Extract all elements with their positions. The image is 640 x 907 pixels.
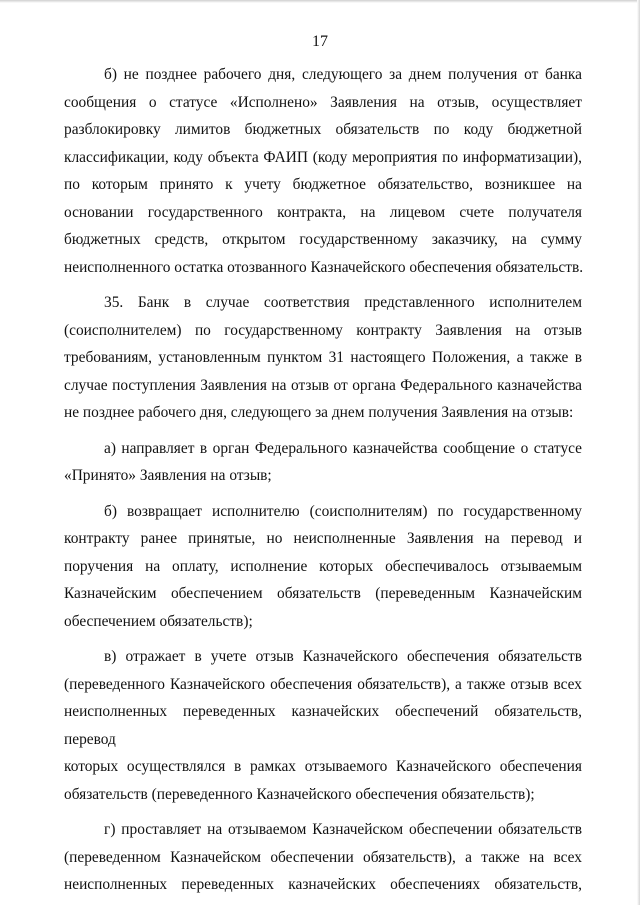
text-line: не позднее рабочего дня, следующего за днем получения Заявления на отзыв: [64, 404, 574, 421]
text-line: сообщения о статусе «Исполнено» Заявления на отзыв, осуществляет [64, 93, 582, 111]
body-text [64, 61, 582, 907]
text-line: обеспечением обязательств); [64, 612, 253, 630]
text-line: б) не позднее рабочего дня, следующего за днем получения от банка [104, 66, 582, 83]
text-line: 35. Банк в случае соответствия представленного исполнителем [104, 294, 582, 311]
text-line: «Принято» Заявления на отзыв; [64, 467, 272, 484]
text-line: (соисполнителем) по государственному контракту Заявления на отзыв [64, 321, 582, 339]
text-line: которых осуществлялся в рамках отзываемого Казначейского обеспечения [64, 758, 582, 775]
paragraph-b-unblocking [64, 61, 582, 281]
text-line: поручения на оплату, исполнение которых обеспечивалось отзываемым [64, 557, 582, 575]
text-line: б) возвращает исполнителю (соисполнителям) по государственному [104, 502, 582, 520]
text-line: контракту ранее принятые, но неисполненные Заявления на перевод и [64, 530, 582, 547]
text-line: классификации, коду объекта ФАИП (коду мероприятия по информатизации), [64, 148, 582, 166]
text-line: г) проставляет на отзываемом Казначейском обеспечении обязательств [104, 821, 582, 838]
text-line: основании государственного контракта, на лицевом счете получателя [64, 203, 582, 221]
paragraph-a-sends-status [64, 435, 582, 490]
page-number: 17 [312, 33, 328, 50]
text-line: неисполненного остатка отозванного Казначейского обеспечения обязательств. [64, 258, 584, 276]
text-line: Казначейским обеспечением обязательств (переведенным Казначейским [64, 585, 582, 602]
text-line: бюджетных средств, открытом государственному заказчику, на сумму [64, 231, 582, 248]
paragraph-v-records [64, 643, 582, 808]
text-line: а) направляет в орган Федерального казначейства сообщение о статусе [104, 439, 582, 457]
text-line: требованиям, установленным пунктом 31 настоящего Положения, а также в [64, 349, 582, 366]
text-line: случае поступления Заявления на отзыв от органа Федерального казначейства [64, 376, 582, 394]
text-line: в) отражает в учете отзыв Казначейского обеспечения обязательств [104, 648, 582, 665]
text-line: (переведенного Казначейского обеспечения обязательств), а также отзыв всех [64, 675, 582, 693]
text-line: (переведенном Казначейском обеспечении обязательств), а также на всех [64, 848, 582, 866]
paragraph-35-bank [64, 289, 582, 427]
text-line: неисполненных переведенных казначейских обеспечениях обязательств, [64, 876, 582, 893]
paragraph-g-marks [64, 816, 582, 899]
scan-edge-top [0, 0, 640, 3]
text-line: обязательств (переведенного Казначейского обеспечения обязательств); [64, 785, 535, 803]
text-line: разблокировку лимитов бюджетных обязательств по коду бюджетной [64, 121, 582, 138]
paragraph-b-returns [64, 498, 582, 636]
text-line: по которым принято к учету бюджетное обязательство, возникшее на [64, 176, 582, 193]
text-line: неисполненных переведенных казначейских обеспечений обязательств, перевод [64, 703, 582, 748]
